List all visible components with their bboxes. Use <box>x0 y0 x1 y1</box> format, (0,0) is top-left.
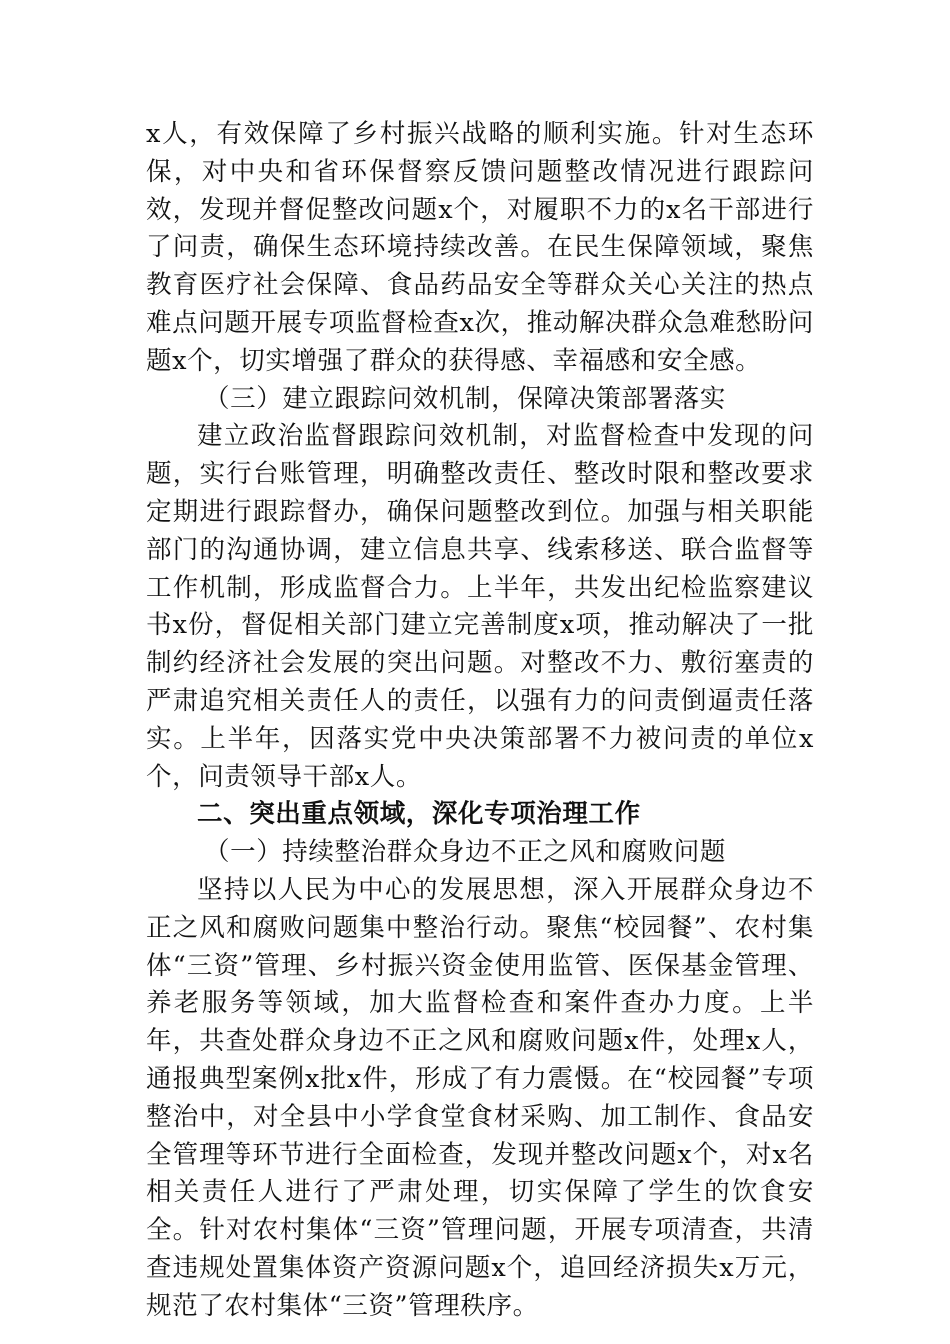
document-page <box>146 116 814 1326</box>
paragraph-ecology-livelihood: x人，有效保障了乡村振兴战略的顺利实施。针对生态环保，对中央和省环保督察反馈问题整改情况进行跟踪问效，发现并督促整改问题x个，对履职不力的x名干部进行了问责，确保生态环境持续改善。在民生保障领域，聚焦教育医疗社会保障、食品药品安全等群众关心关注的热点难点问题开展专项监督检查x次，推动解决群众急难愁盼问题x个，切实增强了群众的获得感、幸福感和安全感。 <box>146 119 814 376</box>
paragraph-tracking-accountability: 建立政治监督跟踪问效机制，对监督检查中发现的问题，实行台账管理，明确整改责任、整改时限和整改要求定期进行跟踪督办，确保问题整改到位。加强与相关职能部门的沟通协调，建立信息共享、线索移送、联合监督等工作机制，形成监督合力。上半年，共发出纪检监察建议书x份，督促相关部门建立完善制度x项，推动解决了一批制约经济社会发展的突出问题。对整改不力、敷衍塞责的严肃追究相关责任人的责任，以强有力的问责倒逼责任落实。上半年，因落实党中央决策部署不力被问责的单位x个，问责领导干部x人。 <box>146 421 814 792</box>
subheading-tracking-mechanism: （三）建立跟踪问效机制，保障决策部署落实 <box>204 383 727 414</box>
paragraph-rectify-misconduct: 坚持以人民为中心的发展思想，深入开展群众身边不正之风和腐败问题集中整治行动。聚焦“校园餐”、农村集体“三资”管理、乡村振兴资金使用监管、医保基金管理、养老服务等领域，加大监督检查和案件查办力度。上半年，共查处群众身边不正之风和腐败问题x件，处理x人，通报典型案例x批x件，形成了有力震慑。在“校园餐”专项整治中，对全县中小学食堂食材采购、加工制作、食品安全管理等环节进行全面检查，发现并整改问题x个，对x名相关责任人进行了严肃处理，切实保障了学生的饮食安全。针对农村集体“三资”管理问题，开展专项清查，共清查违规处置集体资产资源问题x个，追回经济损失x万元，规范了农村集体“三资”管理秩序。 <box>146 874 814 1321</box>
subheading-rectify-misconduct: （一）持续整治群众身边不正之风和腐败问题 <box>204 837 727 868</box>
section-heading-key-areas: 二、突出重点领域，深化专项治理工作 <box>197 799 641 830</box>
